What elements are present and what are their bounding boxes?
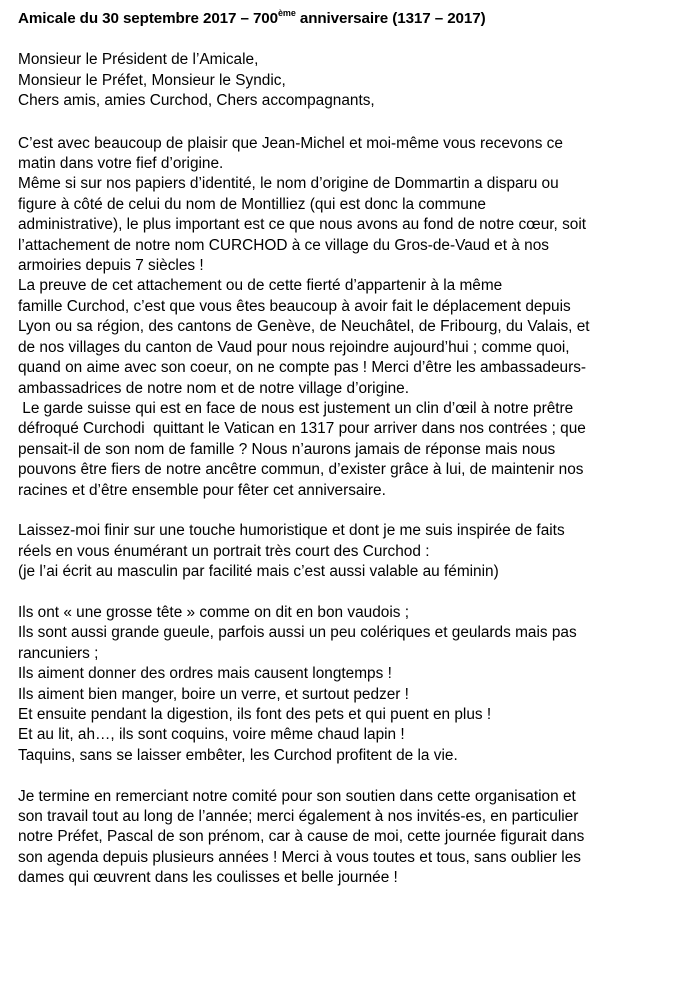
- text-line: notre Préfet, Pascal de son prénom, car à cause de moi, cette journée figurait dans: [18, 828, 585, 846]
- text-line: matin dans votre fief d’origine.: [18, 155, 224, 173]
- text-line: (je l’ai écrit au masculin par facilité mais c’est aussi valable au féminin): [18, 563, 499, 581]
- text-line: Taquins, sans se laisser embêter, les Curchod profitent de la vie.: [18, 746, 458, 764]
- text-line: Chers amis, amies Curchod, Chers accompagnants,: [18, 92, 375, 110]
- text-line: Même si sur nos papiers d’identité, le nom d’origine de Dommartin a disparu ou: [18, 175, 559, 193]
- text-line: de nos villages du canton de Vaud pour nous rejoindre aujourd’hui ; comme quoi,: [18, 338, 570, 356]
- text-line: quand on aime avec son coeur, on ne compte pas ! Merci d’être les ambassadeurs-: [18, 359, 587, 377]
- salutation: [18, 50, 664, 111]
- paragraph-thanks: [18, 787, 664, 889]
- text-line: racines et d’être ensemble pour fêter cet anniversaire.: [18, 481, 386, 499]
- text-line: La preuve de cet attachement ou de cette fierté d’appartenir à la même: [18, 277, 503, 295]
- text-line: Et ensuite pendant la digestion, ils font des pets et qui puent en plus !: [18, 705, 492, 723]
- text-line: Et au lit, ah…, ils sont coquins, voire même chaud lapin !: [18, 726, 405, 744]
- title-text-end: anniversaire (1317 – 2017): [295, 10, 486, 27]
- text-line: figure à côté de celui du nom de Montilliez (qui est donc la commune: [18, 195, 486, 213]
- text-line: Lyon ou sa région, des cantons de Genève, de Neuchâtel, de Fribourg, du Valais, et: [18, 318, 590, 336]
- text-line: son agenda depuis plusieurs années ! Merci à vous toutes et tous, sans oublier les: [18, 848, 581, 866]
- text-line: Ils aiment donner des ordres mais causent longtemps !: [18, 665, 392, 683]
- text-line: son travail tout au long de l’année; merci également à nos invités-es, en particulier: [18, 807, 579, 825]
- text-line: pouvons être fiers de notre ancêtre commun, d’exister grâce à lui, de maintenir nos: [18, 461, 584, 479]
- text-line: Le garde suisse qui est en face de nous est justement un clin d’œil à notre prêtre: [18, 399, 574, 417]
- text-line: famille Curchod, c’est que vous êtes beaucoup à avoir fait le déplacement depuis: [18, 297, 571, 315]
- text-line: dames qui œuvrent dans les coulisses et belle journée !: [18, 869, 398, 887]
- text-line: Laissez-moi finir sur une touche humoristique et dont je me suis inspirée de faits: [18, 522, 565, 540]
- text-line: l’attachement de notre nom CURCHOD à ce village du Gros-de-Vaud et à nos: [18, 236, 549, 254]
- text-line: administrative), le plus important est ce que nous avons au fond de notre cœur, soit: [18, 216, 587, 234]
- text-line: Ils ont « une grosse tête » comme on dit en bon vaudois ;: [18, 603, 409, 621]
- paragraph-welcome: [18, 134, 664, 501]
- text-line: armoiries depuis 7 siècles !: [18, 257, 204, 275]
- text-line: Monsieur le Président de l’Amicale,: [18, 51, 259, 69]
- title-superscript: ème: [278, 7, 296, 18]
- text-line: défroqué Curchodi quittant le Vatican en 1317 pour arriver dans nos contrées ; que: [18, 420, 586, 438]
- text-line: C’est avec beaucoup de plaisir que Jean-Michel et moi-même vous recevons ce: [18, 134, 563, 152]
- paragraph-portrait-list: [18, 603, 664, 766]
- paragraph-humor-intro: [18, 521, 664, 582]
- text-line: Ils sont aussi grande gueule, parfois aussi un peu colériques et geulards mais pas: [18, 624, 577, 642]
- title-text: Amicale du 30 septembre 2017 – 700: [18, 10, 279, 27]
- text-line: réels en vous énumérant un portrait très court des Curchod :: [18, 542, 430, 560]
- text-line: rancuniers ;: [18, 644, 99, 662]
- document-title: [18, 9, 664, 29]
- text-line: pensait-il de son nom de famille ? Nous n’aurons jamais de réponse mais nous: [18, 440, 556, 458]
- text-line: Je termine en remerciant notre comité pour son soutien dans cette organisation et: [18, 787, 576, 805]
- text-line: ambassadrices de notre nom et de notre village d’origine.: [18, 379, 409, 397]
- text-line: Ils aiment bien manger, boire un verre, et surtout pedzer !: [18, 685, 409, 703]
- text-line: Monsieur le Préfet, Monsieur le Syndic,: [18, 71, 286, 89]
